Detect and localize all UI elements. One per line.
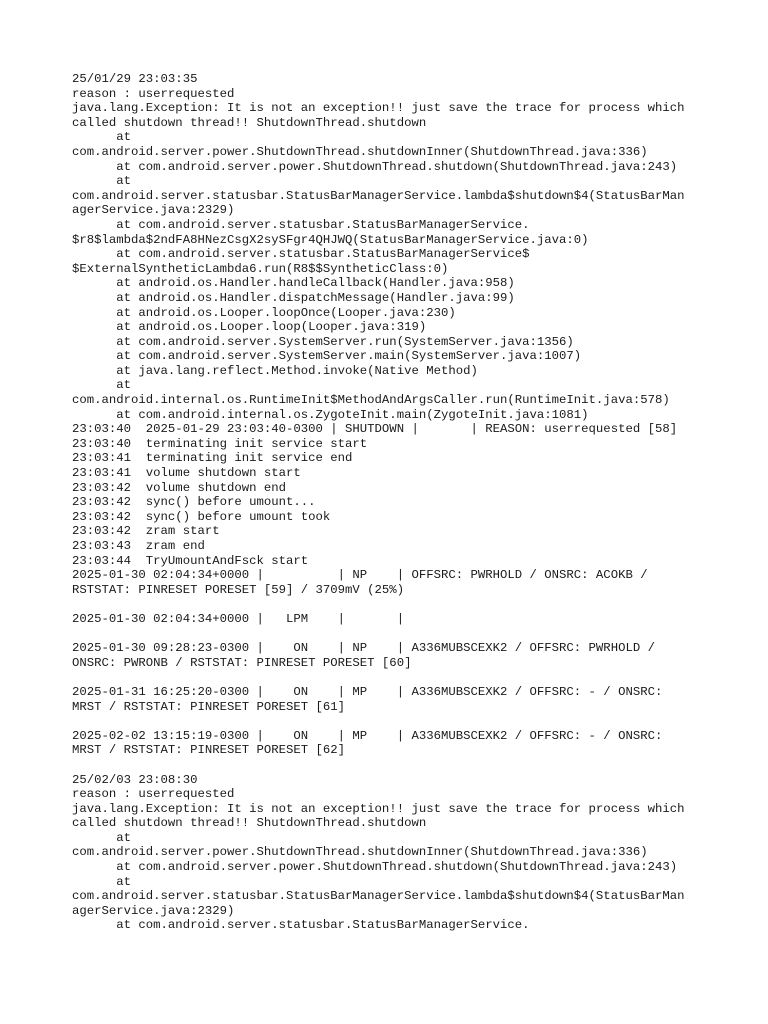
log-line: agerService.java:2329) xyxy=(72,203,235,218)
log-line: com.android.server.statusbar.StatusBarManagerService.lambda$shutdown$4(StatusBarMan xyxy=(72,889,685,904)
log-line: at com.android.internal.os.ZygoteInit.main(ZygoteInit.java:1081) xyxy=(72,407,589,422)
log-line: at xyxy=(72,378,132,393)
log-line: at xyxy=(72,174,132,189)
log-line: at xyxy=(72,130,132,145)
log-line: called shutdown thread!! ShutdownThread.shutdown xyxy=(72,816,427,831)
log-line: $r8$lambda$2ndFA8HNezCsgX2sySFgr4QHJWQ(StatusBarManagerService.java:0) xyxy=(72,232,589,247)
log-line: RSTSTAT: PINRESET PORESET [59] / 3709mV (25%) xyxy=(72,582,405,597)
log-line: 2025-01-30 02:04:34+0000 | | NP | OFFSRC: PWRHOLD / ONSRC: ACOKB / xyxy=(72,568,648,583)
log-line: called shutdown thread!! ShutdownThread.shutdown xyxy=(72,115,427,130)
log-line: 2025-01-30 02:04:34+0000 | LPM | | xyxy=(72,611,405,626)
log-line: 25/01/29 23:03:35 xyxy=(72,72,198,86)
log-line: at xyxy=(72,830,132,845)
log-line: 23:03:41 terminating init service end xyxy=(72,451,353,466)
log-line: 2025-01-31 16:25:20-0300 | ON | MP | A336MUBSCEXK2 / OFFSRC: - / ONSRC: xyxy=(72,684,663,699)
log-line: 23:03:40 2025-01-29 23:03:40-0300 | SHUTDOWN | | REASON: userrequested [58] xyxy=(72,422,678,437)
log-line: 23:03:41 volume shutdown start xyxy=(72,466,301,481)
log-line xyxy=(72,758,712,773)
log-line: ONSRC: PWRONB / RSTSTAT: PINRESET PORESET [60] xyxy=(72,655,412,670)
log-document xyxy=(72,72,712,933)
log-line: at android.os.Looper.loop(Looper.java:319) xyxy=(72,320,427,335)
log-line: $ExternalSyntheticLambda6.run(R8$$SyntheticClass:0) xyxy=(72,261,449,276)
log-line: at com.android.server.power.ShutdownThread.shutdown(ShutdownThread.java:243) xyxy=(72,159,678,174)
log-line: reason : userrequested xyxy=(72,86,235,101)
log-line: 2025-02-02 13:15:19-0300 | ON | MP | A336MUBSCEXK2 / OFFSRC: - / ONSRC: xyxy=(72,728,663,743)
log-line: 25/02/03 23:08:30 xyxy=(72,772,198,787)
log-line: 23:03:42 volume shutdown end xyxy=(72,480,287,495)
log-line: reason : userrequested xyxy=(72,787,235,802)
log-line xyxy=(72,597,712,612)
log-line: com.android.server.statusbar.StatusBarManagerService.lambda$shutdown$4(StatusBarMan xyxy=(72,188,685,203)
log-line: com.android.internal.os.RuntimeInit$MethodAndArgsCaller.run(RuntimeInit.java:578) xyxy=(72,393,670,408)
log-line xyxy=(72,714,712,729)
log-line: 23:03:42 sync() before umount... xyxy=(72,495,316,510)
log-line: at com.android.server.statusbar.StatusBarManagerService. xyxy=(72,918,530,933)
log-line: at com.android.server.statusbar.StatusBarManagerService. xyxy=(72,217,530,232)
log-line: 23:03:43 zram end xyxy=(72,539,205,553)
log-line: at android.os.Looper.loopOnce(Looper.java:230) xyxy=(72,305,456,320)
log-line: com.android.server.power.ShutdownThread.shutdownInner(ShutdownThread.java:336) xyxy=(72,144,648,159)
log-line: 23:03:44 TryUmountAndFsck start xyxy=(72,553,309,568)
log-line: at xyxy=(72,874,132,889)
log-line: at android.os.Handler.dispatchMessage(Handler.java:99) xyxy=(72,290,515,305)
log-line: at com.android.server.SystemServer.main(SystemServer.java:1007) xyxy=(72,349,582,364)
log-line: at com.android.server.SystemServer.run(SystemServer.java:1356) xyxy=(72,334,574,349)
log-line: 23:03:40 terminating init service start xyxy=(72,436,368,451)
log-line: at com.android.server.statusbar.StatusBarManagerService$ xyxy=(72,247,530,262)
log-line: java.lang.Exception: It is not an exception!! just save the trace for process which xyxy=(72,101,685,116)
log-line: java.lang.Exception: It is not an exception!! just save the trace for process which xyxy=(72,801,685,816)
log-line: at java.lang.reflect.Method.invoke(Native Method) xyxy=(72,363,478,378)
log-line: 23:03:42 zram start xyxy=(72,524,220,539)
log-line: MRST / RSTSTAT: PINRESET PORESET [62] xyxy=(72,743,346,758)
log-line: agerService.java:2329) xyxy=(72,903,235,918)
log-line xyxy=(72,627,712,642)
log-line: at com.android.server.power.ShutdownThread.shutdown(ShutdownThread.java:243) xyxy=(72,860,678,875)
log-line: at android.os.Handler.handleCallback(Handler.java:958) xyxy=(72,276,515,291)
log-line: 2025-01-30 09:28:23-0300 | ON | NP | A336MUBSCEXK2 / OFFSRC: PWRHOLD / xyxy=(72,641,655,656)
log-line: MRST / RSTSTAT: PINRESET PORESET [61] xyxy=(72,699,346,714)
log-line: 23:03:42 sync() before umount took xyxy=(72,509,331,524)
log-line xyxy=(72,670,712,685)
log-line: com.android.server.power.ShutdownThread.shutdownInner(ShutdownThread.java:336) xyxy=(72,845,648,860)
